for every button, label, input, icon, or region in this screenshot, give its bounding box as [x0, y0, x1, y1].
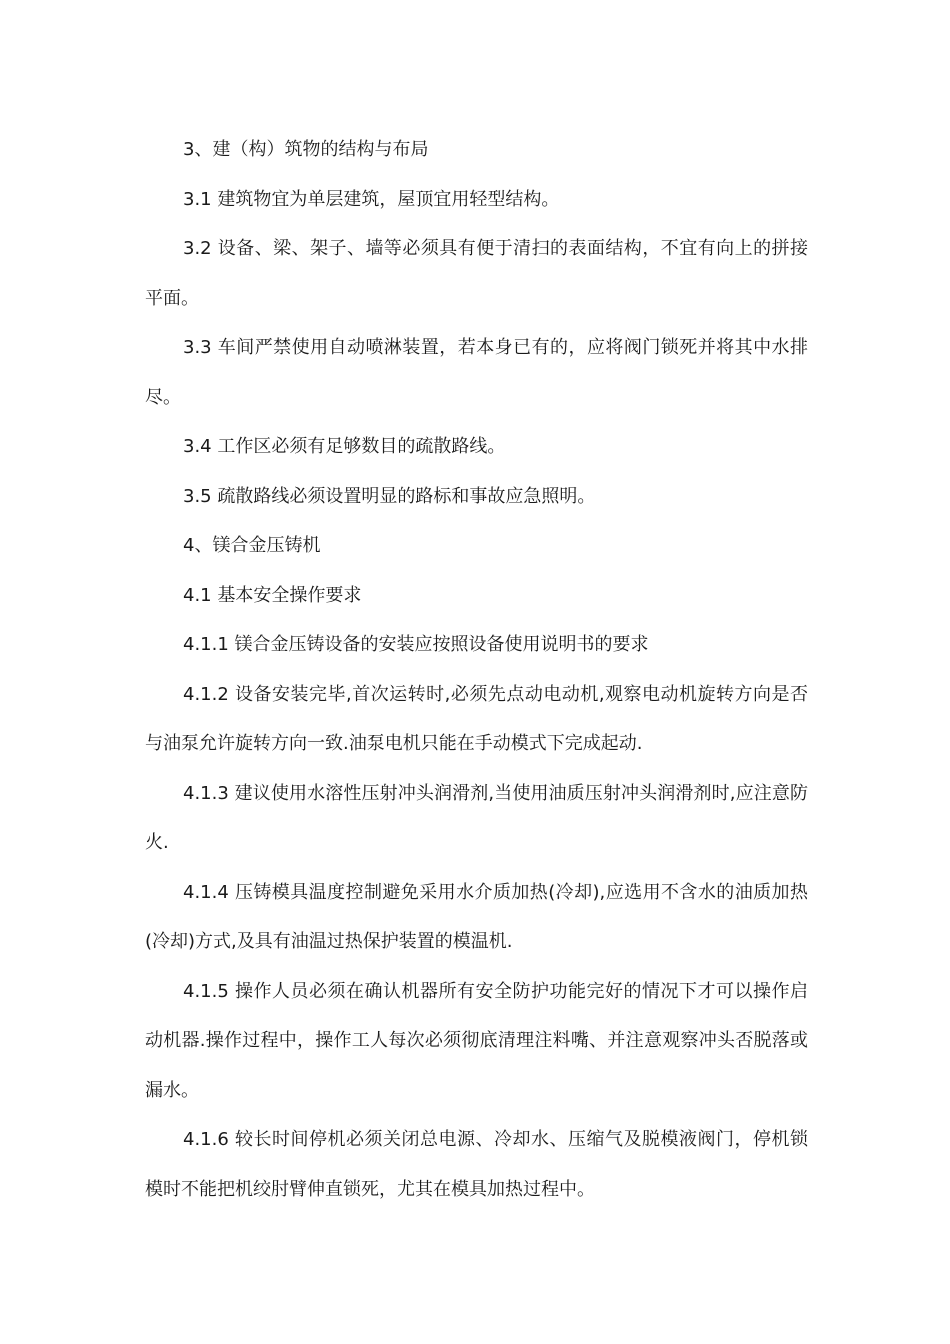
- paragraph-4-1-4: 4.1.4 压铸模具温度控制避免采用水介质加热(冷却),应选用不含水的油质加热(冷却)方式,及具有油温过热保护装置的模温机.: [145, 881, 808, 952]
- paragraph-3-4: 3.4 工作区必须有足够数目的疏散路线。: [183, 436, 506, 457]
- heading-section-4: 4、镁合金压铸机: [183, 535, 321, 556]
- heading-section-3: 3、建（构）筑物的结构与布局: [183, 139, 429, 160]
- paragraph-3-3: 3.3 车间严禁使用自动喷淋装置，若本身已有的，应将阀门锁死并将其中水排尽。: [145, 337, 808, 408]
- paragraph-3-2: 3.2 设备、梁、架子、墙等必须具有便于清扫的表面结构，不宜有向上的拼接平面。: [145, 238, 808, 309]
- paragraph-4-1-1: 4.1.1 镁合金压铸设备的安装应按照设备使用说明书的要求: [183, 634, 649, 655]
- paragraph-3-5: 3.5 疏散路线必须设置明显的路标和事故应急照明。: [183, 485, 596, 507]
- paragraph-4-1-5: 4.1.5 操作人员必须在确认机器所有安全防护功能完好的情况下才可以操作启动机器.操作过程中，操作工人每次必须彻底清理注料嘴、并注意观察冲头否脱落或漏水。: [145, 980, 808, 1101]
- document-body: [145, 125, 808, 1214]
- paragraph-4-1-2: 4.1.2 设备安装完毕,首次运转时,必须先点动电动机,观察电动机旋转方向是否与油泵允许旋转方向一致.油泵电机只能在手动模式下完成起动.: [145, 683, 808, 754]
- heading-section-4-1: 4.1 基本安全操作要求: [183, 584, 362, 606]
- paragraph-4-1-3: 4.1.3 建议使用水溶性压射冲头润滑剂,当使用油质压射冲头润滑剂时,应注意防火.: [145, 782, 808, 853]
- paragraph-4-1-6: 4.1.6 较长时间停机必须关闭总电源、冷却水、压缩气及脱模液阀门，停机锁模时不能把机绞肘臂伸直锁死，尤其在模具加热过程中。: [145, 1129, 808, 1200]
- paragraph-3-1: 3.1 建筑物宜为单层建筑，屋顶宜用轻型结构。: [183, 188, 560, 210]
